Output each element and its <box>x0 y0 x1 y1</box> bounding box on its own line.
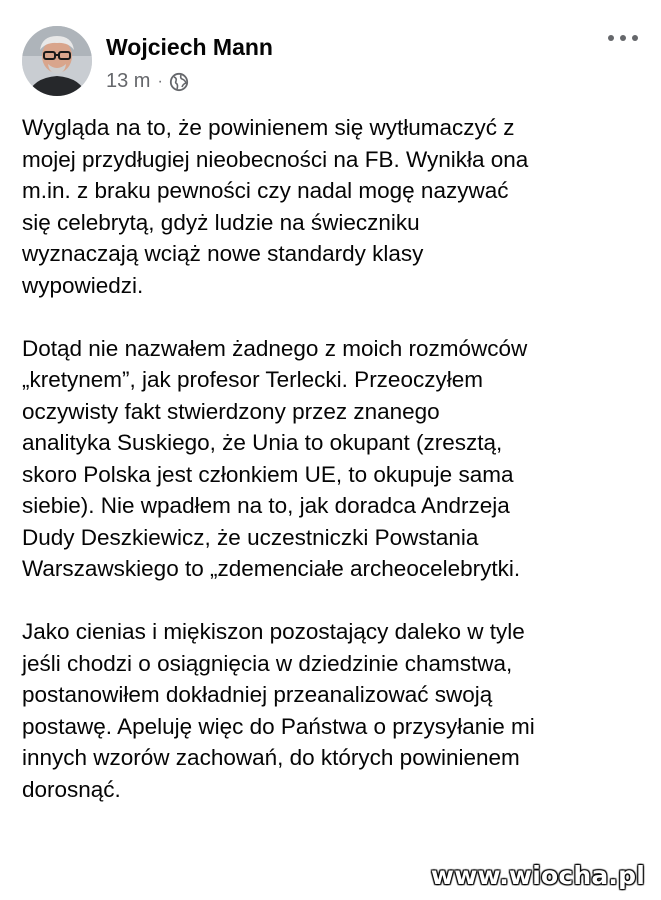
watermark: www.wiocha.pl <box>430 861 645 890</box>
post-time[interactable]: 13 m <box>106 70 151 92</box>
meta-separator: · <box>157 72 163 90</box>
post-paragraph: Dotąd nie nazwałem żadnego z moich rozmówców „kretynem”, jak profesor Terlecki. Przeoczyłem oczywisty fakt stwierdzony przez znanego analityka Suskiego, że Unia to okupant (zresztą, skoro Polska jest członkiem UE, to okupuje sama siebie). Nie wpadłem na to, jak doradca Andrzeja Dudy Deszkiewicz, że uczestniczki Powstania Warszawskiego to „zdemenciałe archeocelebrytki. <box>22 335 528 581</box>
avatar[interactable] <box>22 26 92 96</box>
post-paragraph: Jako cienias i miękiszon pozostający daleko w tyle jeśli chodzi o osiągnięcia w dziedzinie chamstwa, postanowiłem dokładniej przeanalizować swoją postawę. Apeluję więc do Państwa o przysyłanie mi innych wzorów zachowań, do których powinienem dorosnąć. <box>22 619 535 802</box>
more-dot <box>620 35 626 41</box>
avatar-image <box>22 26 92 96</box>
globe-icon[interactable] <box>169 72 189 92</box>
post-paragraph: Wygląda na to, że powinienem się wytłumaczyć z mojej przydługiej nieobecności na FB. Wynikła ona m.in. z braku pewności czy nadal mogę nazywać się celebrytą, gdyż ludzie na świeczniku wyznaczają wciąż nowe standardy klasy wypowiedzi. <box>22 115 529 298</box>
more-dot <box>608 35 614 41</box>
post-meta <box>106 70 189 93</box>
more-dot <box>632 35 638 41</box>
post-header <box>22 26 642 96</box>
post-text <box>22 112 647 837</box>
more-options-icon[interactable] <box>608 30 638 46</box>
author-name[interactable]: Wojciech Mann <box>106 34 273 60</box>
